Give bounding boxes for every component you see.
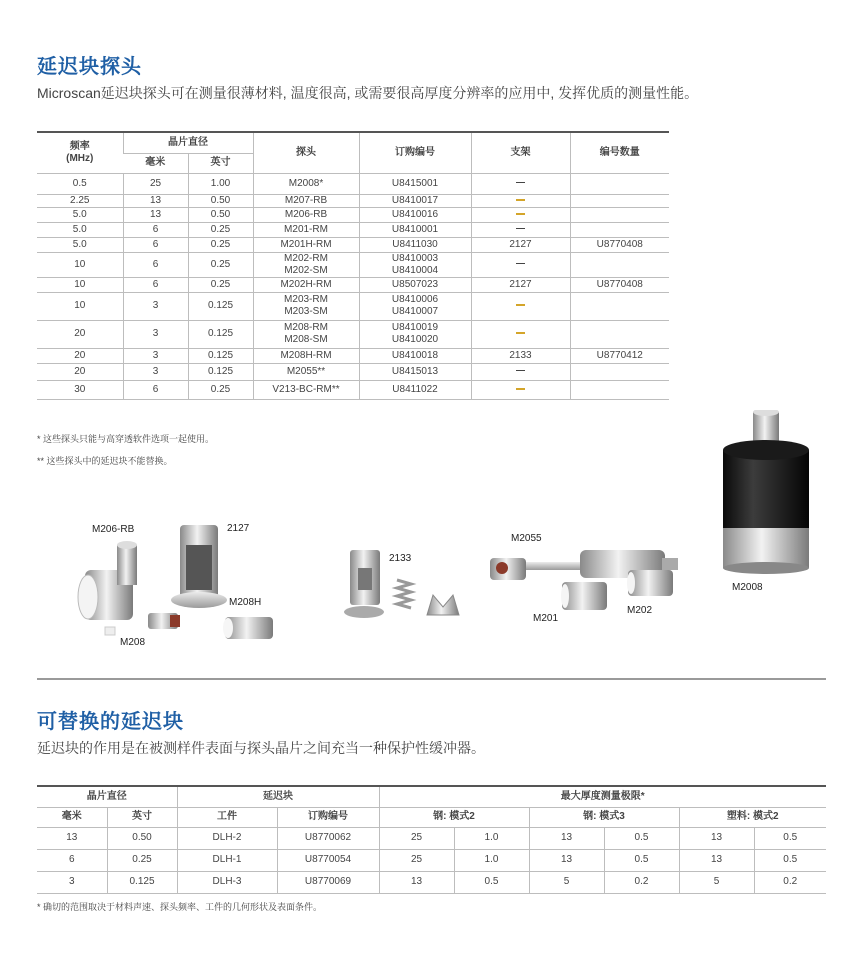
- cell-mm: 3: [123, 348, 188, 363]
- photo-label-m2008: M2008: [732, 582, 763, 593]
- cell-count: [570, 173, 669, 194]
- cell-probe: M201H-RM: [253, 237, 359, 252]
- cell-part: DLH-3: [177, 871, 277, 893]
- cell-order: U8410019 U8410020: [359, 320, 471, 348]
- cell-inch: 0.25: [188, 252, 253, 277]
- table-row: [37, 380, 669, 399]
- cell-mm: 6: [123, 277, 188, 292]
- table-row: [37, 871, 826, 893]
- cell-order: U8415013: [359, 363, 471, 380]
- cell-probe: M2008*: [253, 173, 359, 194]
- cell-inch: 0.125: [188, 320, 253, 348]
- cell-p2a: 5: [679, 871, 754, 893]
- section-divider: [37, 678, 826, 680]
- cell-inch: 0.125: [107, 871, 177, 893]
- cell-mm: 3: [123, 363, 188, 380]
- col-header-probe: 探头: [253, 132, 359, 173]
- dash-icon: [516, 199, 525, 201]
- cell-s2b: 1.0: [454, 849, 529, 871]
- photo-label-m202: M202: [627, 605, 653, 616]
- cell-order: U8770062: [277, 827, 379, 849]
- table-row: [37, 173, 669, 194]
- cell-order: U8415001: [359, 173, 471, 194]
- cell-p2a: 13: [679, 827, 754, 849]
- product-photo-m2008: [715, 410, 830, 575]
- col-header-steel-mode2: 钢: 模式2: [379, 807, 529, 827]
- cell-probe: V213-BC-RM**: [253, 380, 359, 399]
- photo-label-m2055: M2055: [511, 533, 542, 544]
- col-header-inch-2: 英寸: [107, 807, 177, 827]
- cell-count: U8770412: [570, 348, 669, 363]
- delay-line-table: [37, 785, 826, 894]
- col-header-frequency: 频率 (MHz): [37, 132, 123, 173]
- cell-order: U8770069: [277, 871, 379, 893]
- cell-holder: [471, 380, 570, 399]
- col-header-holder: 支架: [471, 132, 570, 173]
- cell-inch: 0.25: [188, 237, 253, 252]
- cell-inch: 0.50: [188, 194, 253, 207]
- cell-s3a: 5: [529, 871, 604, 893]
- table-row: [37, 222, 669, 237]
- cell-holder: [471, 173, 570, 194]
- cell-s2a: 13: [379, 871, 454, 893]
- cell-mm: 3: [123, 320, 188, 348]
- cell-frequency: 10: [37, 252, 123, 277]
- cell-order: U8411030: [359, 237, 471, 252]
- cell-count: U8770408: [570, 237, 669, 252]
- cell-s2b: 1.0: [454, 827, 529, 849]
- cell-frequency: 10: [37, 277, 123, 292]
- cell-holder: [471, 320, 570, 348]
- cell-count: [570, 252, 669, 277]
- cell-holder: [471, 252, 570, 277]
- footnote-3: * 确切的范围取决于材料声速、探头频率、工件的几何形状及表面条件。: [37, 902, 323, 912]
- cell-mm: 6: [123, 252, 188, 277]
- cell-mm: 6: [123, 380, 188, 399]
- photo-label-m206rb: M206-RB: [92, 524, 135, 535]
- col-header-max: 最大厚度测量极限*: [379, 786, 826, 807]
- cell-s3b: 0.2: [604, 871, 679, 893]
- cell-order: U8410006 U8410007: [359, 292, 471, 320]
- cell-frequency: 20: [37, 320, 123, 348]
- cell-inch: 0.125: [188, 348, 253, 363]
- cell-probe: M207-RB: [253, 194, 359, 207]
- cell-count: [570, 320, 669, 348]
- cell-order: U8410001: [359, 222, 471, 237]
- cell-inch: 0.125: [188, 363, 253, 380]
- cell-count: [570, 363, 669, 380]
- dash-icon: [516, 370, 525, 371]
- table-row: [37, 194, 669, 207]
- cell-inch: 0.25: [188, 222, 253, 237]
- cell-frequency: 5.0: [37, 222, 123, 237]
- col-header-steel-mode3: 钢: 模式3: [529, 807, 679, 827]
- cell-probe: M2055**: [253, 363, 359, 380]
- cell-probe: M201-RM: [253, 222, 359, 237]
- cell-mm: 25: [123, 173, 188, 194]
- cell-holder: [471, 222, 570, 237]
- col-header-count: 编号数量: [570, 132, 669, 173]
- cell-count: [570, 207, 669, 222]
- cell-part: DLH-1: [177, 849, 277, 871]
- cell-frequency: 5.0: [37, 207, 123, 222]
- cell-p2b: 0.2: [754, 871, 826, 893]
- cell-inch: 0.25: [188, 380, 253, 399]
- cell-order: U8410016: [359, 207, 471, 222]
- cell-holder: 2127: [471, 237, 570, 252]
- cell-holder: [471, 363, 570, 380]
- cell-probe: M203-RM M203-SM: [253, 292, 359, 320]
- table-row: [37, 348, 669, 363]
- col-header-diameter-2: 晶片直径: [37, 786, 177, 807]
- cell-mm: 13: [123, 194, 188, 207]
- cell-frequency: 2.25: [37, 194, 123, 207]
- cell-order: U8770054: [277, 849, 379, 871]
- cell-mm: 6: [37, 849, 107, 871]
- cell-mm: 6: [123, 237, 188, 252]
- col-header-inch: 英寸: [188, 153, 253, 173]
- probe-table: [37, 131, 669, 400]
- dash-icon: [516, 388, 525, 390]
- cell-probe: M202H-RM: [253, 277, 359, 292]
- dash-icon: [516, 213, 525, 215]
- cell-s3a: 13: [529, 849, 604, 871]
- col-header-order-2: 订购编号: [277, 807, 379, 827]
- section-lead-delay-probes: Microscan延迟块探头可在测量很薄材料, 温度很高, 或需要很高厚度分辨率的应用中, 发挥优质的测量性能。: [37, 85, 699, 101]
- cell-s3b: 0.5: [604, 849, 679, 871]
- section-title-delay-probes: 延迟块探头: [37, 56, 142, 78]
- cell-holder: 2133: [471, 348, 570, 363]
- cell-p2b: 0.5: [754, 827, 826, 849]
- cell-s3a: 13: [529, 827, 604, 849]
- cell-order: U8411022: [359, 380, 471, 399]
- cell-p2b: 0.5: [754, 849, 826, 871]
- cell-mm: 3: [123, 292, 188, 320]
- table-row: [37, 849, 826, 871]
- section-lead-replaceable-delay: 延迟块的作用是在被测样件表面与探头晶片之间充当一种保护性缓冲器。: [37, 740, 485, 756]
- cell-inch: 0.25: [107, 849, 177, 871]
- table-row: [37, 237, 669, 252]
- footnote-2: ** 这些探头中的延迟块不能替换。: [37, 456, 173, 466]
- section-title-replaceable-delay: 可替换的延迟块: [37, 711, 184, 733]
- cell-s2a: 25: [379, 827, 454, 849]
- cell-probe: M206-RB: [253, 207, 359, 222]
- table-row: [37, 363, 669, 380]
- cell-holder: [471, 194, 570, 207]
- cell-mm: 6: [123, 222, 188, 237]
- col-header-plastic-mode2: 塑料: 模式2: [679, 807, 826, 827]
- cell-frequency: 10: [37, 292, 123, 320]
- photo-label-m208: M208: [120, 637, 146, 648]
- col-header-mm: 毫米: [123, 153, 188, 173]
- cell-holder: 2127: [471, 277, 570, 292]
- cell-holder: [471, 207, 570, 222]
- cell-order: U8410018: [359, 348, 471, 363]
- cell-inch: 0.125: [188, 292, 253, 320]
- footnote-1: * 这些探头只能与高穿透软件选项一起使用。: [37, 434, 215, 444]
- table-row: [37, 207, 669, 222]
- table-row: [37, 320, 669, 348]
- col-header-delay: 延迟块: [177, 786, 379, 807]
- cell-frequency: 20: [37, 348, 123, 363]
- cell-probe: M208H-RM: [253, 348, 359, 363]
- table-row: [37, 252, 669, 277]
- col-header-part: 工件: [177, 807, 277, 827]
- cell-order: U8507023: [359, 277, 471, 292]
- cell-count: [570, 292, 669, 320]
- cell-probe: M208-RM M208-SM: [253, 320, 359, 348]
- cell-inch: 0.50: [188, 207, 253, 222]
- cell-count: [570, 194, 669, 207]
- photo-label-m201: M201: [533, 613, 559, 624]
- col-header-diameter: 晶片直径: [123, 132, 253, 153]
- cell-mm: 3: [37, 871, 107, 893]
- col-header-mm-2: 毫米: [37, 807, 107, 827]
- cell-mm: 13: [37, 827, 107, 849]
- cell-count: U8770408: [570, 277, 669, 292]
- cell-frequency: 5.0: [37, 237, 123, 252]
- cell-holder: [471, 292, 570, 320]
- cell-frequency: 30: [37, 380, 123, 399]
- table-row: [37, 827, 826, 849]
- cell-inch: 1.00: [188, 173, 253, 194]
- cell-count: [570, 222, 669, 237]
- photo-label-m208h: M208H: [229, 597, 262, 608]
- cell-mm: 13: [123, 207, 188, 222]
- cell-order: U8410003 U8410004: [359, 252, 471, 277]
- photo-label-2127: 2127: [227, 523, 250, 534]
- dash-icon: [516, 304, 525, 306]
- product-photo-group-3: [480, 540, 690, 620]
- cell-probe: M202-RM M202-SM: [253, 252, 359, 277]
- cell-order: U8410017: [359, 194, 471, 207]
- table-row: [37, 277, 669, 292]
- cell-s3b: 0.5: [604, 827, 679, 849]
- cell-s2a: 25: [379, 849, 454, 871]
- cell-s2b: 0.5: [454, 871, 529, 893]
- dash-icon: [516, 182, 525, 183]
- product-photo-group-1: [60, 515, 300, 655]
- photo-label-2133: 2133: [389, 553, 412, 564]
- cell-part: DLH-2: [177, 827, 277, 849]
- cell-count: [570, 380, 669, 399]
- cell-frequency: 20: [37, 363, 123, 380]
- dash-icon: [516, 263, 525, 264]
- cell-p2a: 13: [679, 849, 754, 871]
- dash-icon: [516, 332, 525, 334]
- cell-frequency: 0.5: [37, 173, 123, 194]
- cell-inch: 0.25: [188, 277, 253, 292]
- cell-inch: 0.50: [107, 827, 177, 849]
- table-row: [37, 292, 669, 320]
- dash-icon: [516, 228, 525, 229]
- col-header-order: 订购编号: [359, 132, 471, 173]
